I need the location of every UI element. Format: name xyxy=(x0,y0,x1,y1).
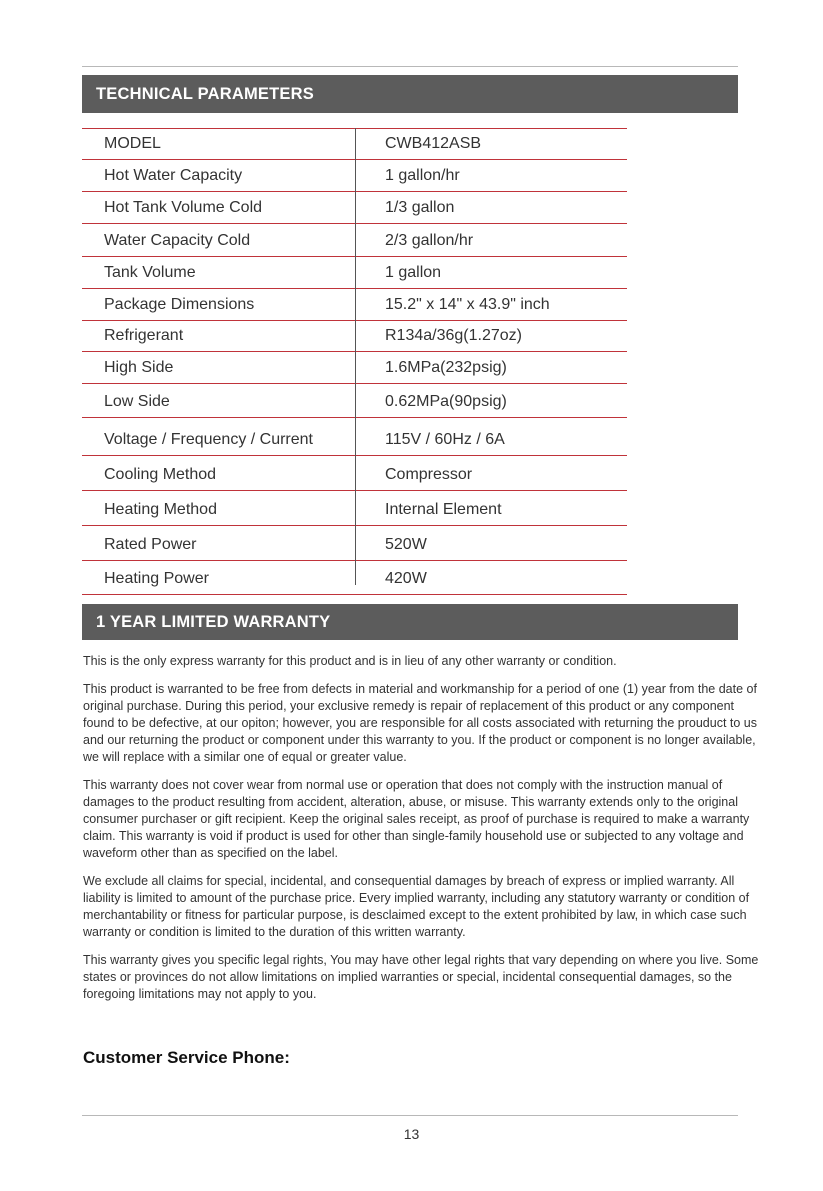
row-value: 2/3 gallon/hr xyxy=(385,232,474,249)
row-label: Tank Volume xyxy=(104,264,196,281)
row-label: High Side xyxy=(104,359,174,376)
row-label: Water Capacity Cold xyxy=(104,232,251,249)
row-label: Hot Water Capacity xyxy=(104,167,243,184)
page-number: 13 xyxy=(403,1126,420,1142)
row-value: 1.6MPa(232psig) xyxy=(385,359,507,376)
row-value: 520W xyxy=(385,536,427,553)
warranty-paragraph: This warranty does not cover wear from normal use or operation that does not comply with the instruction manual of damages to the product resulting from accident, alteration, abuse, or misuse. This warranty extends only to the original consumer purchaser or gift recipient. Keep the original sales receipt, as proof of purchase is required to make a warranty claim. This warranty is void if product is used for other than single-family household use or subjected to any voltage and waveform other than as specified on the label. xyxy=(83,778,750,860)
row-value: 15.2" x 14" x 43.9" inch xyxy=(385,296,550,313)
row-label: Voltage / Frequency / Current xyxy=(104,431,313,448)
row-label: Package Dimensions xyxy=(104,296,255,313)
row-label: MODEL xyxy=(104,135,161,152)
customer-service-phone-label: Customer Service Phone: xyxy=(83,1048,290,1067)
bottom-rule xyxy=(82,1115,738,1116)
row-value: 115V / 60Hz / 6A xyxy=(385,431,505,448)
row-label: Cooling Method xyxy=(104,466,217,483)
technical-parameters-heading: TECHNICAL PARAMETERS xyxy=(82,75,738,113)
row-value: Internal Element xyxy=(385,501,502,518)
row-label: Heating Power xyxy=(104,570,209,587)
row-value: R134a/36g(1.27oz) xyxy=(385,327,522,344)
warranty-paragraph: This product is warranted to be free from defects in material and workmanship for a period of one (1) year from the date of original purchase. During this period, your exclusive remedy is repair of replacement of this product or any component found to be defective, at our opiton; however, you are responsible for all costs associated with returning the prouduct to us and our returning the product or component under this warranty to you. If the product or component is no longer available, we will replace with a similar one of equal or greater value. xyxy=(83,682,758,764)
warranty-text xyxy=(83,653,763,1014)
row-value: 1/3 gallon xyxy=(385,199,455,216)
warranty-paragraph: This is the only express warranty for this product and is in lieu of any other warranty or condition. xyxy=(83,654,617,668)
row-value: 0.62MPa(90psig) xyxy=(385,393,507,410)
row-value: CWB412ASB xyxy=(385,135,482,152)
warranty-paragraph: This warranty gives you specific legal rights, You may have other legal rights that vary depending on where you live. Some states or provinces do not allow limitations on implied warranties or special, incidental consequential damages, so the foregoing limitations may not apply to you. xyxy=(83,953,759,1001)
row-label: Heating Method xyxy=(104,501,217,518)
row-label: Rated Power xyxy=(104,536,197,553)
top-rule xyxy=(82,66,738,67)
row-value: Compressor xyxy=(385,466,473,483)
warranty-heading: 1 YEAR LIMITED WARRANTY xyxy=(82,604,738,640)
table-column-divider xyxy=(355,128,356,585)
warranty-paragraph: We exclude all claims for special, incidental, and consequential damages by breach of express or implied warranty. All liability is limited to amount of the purchase price. Every implied warranty, including any statutory warranty or condition of merchantability or fitness for particular purpose, is desclaimed except to the extent prohibited by law, in which case such warranty or condition is limited to the duration of this written warranty. xyxy=(83,874,750,939)
row-label: Low Side xyxy=(104,393,170,410)
row-value: 1 gallon/hr xyxy=(385,167,460,184)
row-value: 1 gallon xyxy=(385,264,442,281)
row-value: 420W xyxy=(385,570,427,587)
row-label: Refrigerant xyxy=(104,327,184,344)
row-label: Hot Tank Volume Cold xyxy=(104,199,263,216)
